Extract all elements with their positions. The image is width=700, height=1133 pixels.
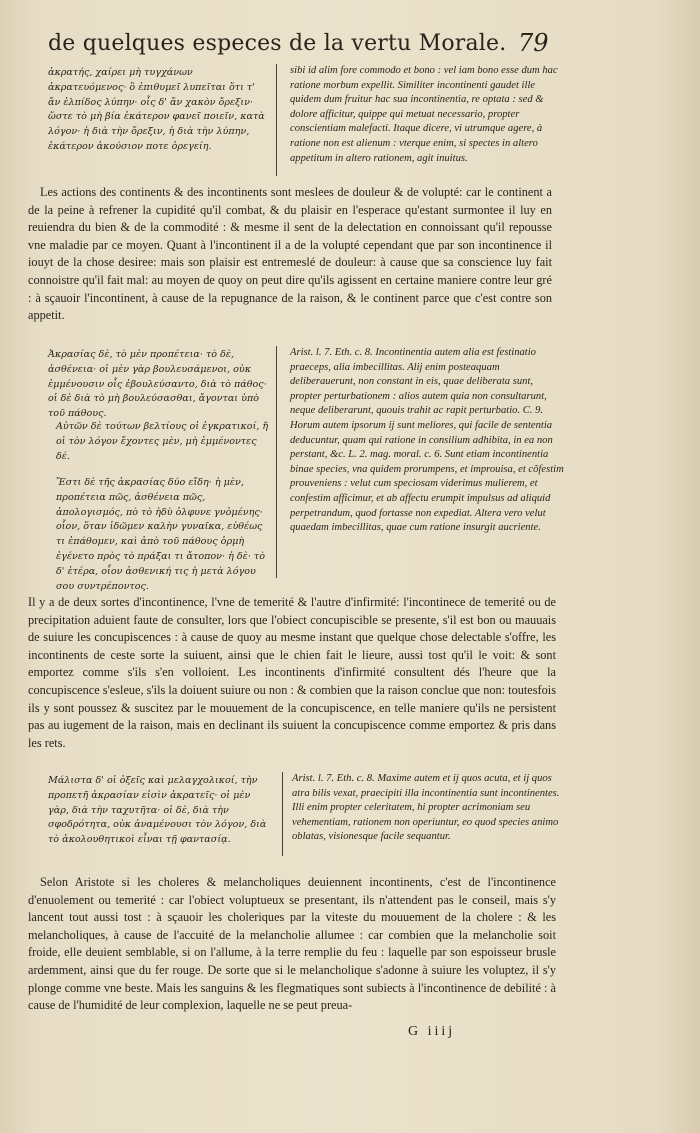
greek-note-2a: Ἀκρασίας δὲ, τὸ μὲν προπέτεια· τὸ δὲ, ἀσθένεια· οἱ μὲν γὰρ βουλευσάμενοι, οὐκ ἐμμένουσιν οἷς ἐβουλεύσαντο, διὰ τὸ πάθος· οἱ δὲ διὰ τὸ μὴ βουλεύσασθαι, ἄγονται ὑπὸ τοῦ πάθους. <box>48 349 267 420</box>
french-paragraph-2 <box>28 594 556 760</box>
greek-note-2b: Αὐτῶν δὲ τούτων βελτίους οἱ ἐγκρατικοί, ἤ οἱ τὸν λόγον ἔχοντες μὲν, μὴ ἐμμένοντες δέ. <box>56 421 269 462</box>
french-text-2: Il y a de deux sortes d'incontinence, l'vne de temerité & l'autre d'infirmité: l'incontinece de temerité ou de precipitation aduient faute de consulter, lors que l'obiect concupiscible se presente, s'il est bon ou mauuais de suiure les concupiscences : à cause de quoy au mesme instant que quelque chose delectable s'offre, les incontinents de ceste sorte la suiuent, ainsi que le chien fait le lieure, aussi tost qu'il le voit: & sont emportez comme s'ils s'en volloient. Les incontinents d'infirmité consultent dés l'heure que la concupiscence s'esleue, s'ils la doiuent suiure ou non : & combien que la raison conclue que non: toutesfois ils y sont poussez & suscitez par le mouuement de la concupiscence, en telle maniere qu'ils ne persistent pas au iugement de la raison, mais en declinant ils suiuent la concupiscence comme emportez & pris dans les rets. <box>28 595 556 750</box>
latin-note-2: Arist. l. 7. Eth. c. 8. Incontinentia autem alia est festinatio praeceps, alia imbecillitas. Alij enim posteaquam deliberauerunt, non constant in eis, quae deliberata sunt, propter perturbationem : alios autem quia non consultarunt, neque deliberarunt, quouis trahit ac rapit perturbatio. C. 9. Horum autem ipsorum ij sunt meliores, qui facile de sententia deducuntur, quam qui ratione in consilium adhibita, in ea non perstant, &c. L. 2. mag. moral. c. 6. Sunt etiam incontinentia binae species, vna quidem prorumpens, et improuisa, et cõfestim prouveniens : velut cum speciosam viderimus mulierem, et confestim afficimur, et ab affectu erumpit impulsus ad aliquid perpetrandum, quod fortasse non expediat. Altera vero velut quaedam imbecillitas, quae cum ratione insurgit aucriente. <box>290 347 564 534</box>
page-number: 79 <box>518 29 549 57</box>
running-title: de quelques especes de la vertu Morale. <box>48 31 507 56</box>
signature-mark: G iiij <box>408 1024 456 1039</box>
greek-note-1: ἀκρατής, χαίρει μὴ τυγχάνων ἀκρατευόμενος· ὃ ἐπιθυμεῖ λυπεῖται ὅτι τ' ἄν ἐλπίδος λύπην· οἷς δ' ἄν χακὸν ὄρεξιν· ὥστε τὸ μὴ βία ἐκάτερον φανεῖ ποιεῖν, κατὰ λόγον· ἡ διὰ τὴν ὄρεξιν, ἡ διὰ τὴν λύπην, ἐκάτερον ἀκούσιον ποτε ὀρεγείη. <box>48 67 265 152</box>
latin-note-3: Arist. l. 7. Eth. c. 8. Maxime autem et ij quos acuta, et ij quos atra bilis vexat, praecipiti illa incontinentia sunt incontinentes. Illi enim propter celeritatem, hi propter acrimoniam seu vehementiam, rationem non operiuntur, eo quod species animo oblatas, visionesque facile sequantur. <box>292 773 560 843</box>
column-divider <box>276 64 277 176</box>
french-text-1: Les actions des continents & des incontinents sont meslees de douleur & de volupté: car le continent a de la peine à refrener la cupidité qu'il combat, & du plaisir en l'esperace qu'estant surmontee il luy en reuiendra du bien & de la commodité : & mesme il sent de la delectation en connoissant qu'il repousse vne maladie par ce moyen. Quant à l'incontinent il a de la volupté cependant que par son incontinence il iouyt de la chose desiree: mais son plaisir est entremeslé de douleur: à cause que sa conscience luy fait connoistre qu'il fait mal: au moyen de quoy on peut dire qu'ils agissent en certaine maniere contre leur gré : à sçauoir l'incontinent, à cause de la repugnance de la raison, & le continent parce que c'est contre son appetit. <box>28 185 552 323</box>
greek-note-2c: Ἔστι δὲ τῆς ἀκρασίας δύο εἴδη· ἡ μὲν, προπέτεια πῶς, ἀσθένεια πῶς, ἀπολογισμός, πὸ τὸ ἡδὺ ὁλφυνε γνὀμένης· οἷον, ὅταν ἰδῶμεν καλὴν γυναῖκα, εὐθέως τι ἐπάθομεν, καὶ ἀπὸ τοῦ πάθους ὁρμὴ ἐγένετο πρὸς τὸ πράξαι τι ἄτοπον· ἡ δὲ· τὸ δ' ἑτέρα, οἷον ἀσθενική τις ἡ μετὰ λόγου σου συντρέποντος. <box>56 477 266 592</box>
column-divider <box>276 346 277 578</box>
greek-note-3: Μάλιστα δ' οἱ ὀξεῖς καὶ μελαγχολικοί, τὴν προπετῆ ἀκρασίαν εἰσὶν ἀκρατεῖς· οἱ μὲν γὰρ, διὰ τὴν ταχυτῆτα· οἱ δὲ, διὰ τὴν σφοδρότητα, οὐκ ἀναμένουσι τὸν λόγον, διὰ τὸ ἀκολουθητικοὶ εἶναι τῇ φαντασίᾳ. <box>48 775 267 846</box>
french-paragraph-1 <box>28 184 552 332</box>
french-paragraph-3 <box>28 874 556 1024</box>
latin-note-1: sibi id alim fore commodo et bono : vel iam bono esse dum hac ratione morbum expellit. Similiter incontinenti gaudet ille quidem dum fruitur hac sua incontinentia, re optata : sed & dolore afficitur, quippe qui metuat necessario, propter conscientiam malefacti. Itaque dicere, vi utrumque agere, à ratione non est alienum : vterque enim, si spectes in altero appetitum in altero rationem, agit inuitus. <box>290 65 558 164</box>
column-divider <box>282 772 283 856</box>
french-text-3: Selon Aristote si les choleres & melancholiques deuiennent incontinents, c'est de l'incontinence d'enuolement ou temerité : car l'obiect voluptueux se presentant, ils n'attendent pas le conseil, mais s'y lancent tout aussi tost : à sçauoir les choleriques par la viteste du mouuement de la cholere : & les melancholiques, à cause de l'accuité de la melancholie allumee : car combien que la melancholie soit froide, elle deuient semblable, si on l'allume, à la terre remplie du feu : laquelle par son espoisseur brusle ardemment, ainsi que du fer rouge. De sorte que si le melancholique s'adonne à suiure les voluptez, il s'y plonge comme vne beste. Mais les sanguins & les flegmatiques sont subiects à l'incontinence de debilité : à cause de l'humidité de leur complexion, laquelle ne se peut preua- <box>28 875 556 1013</box>
